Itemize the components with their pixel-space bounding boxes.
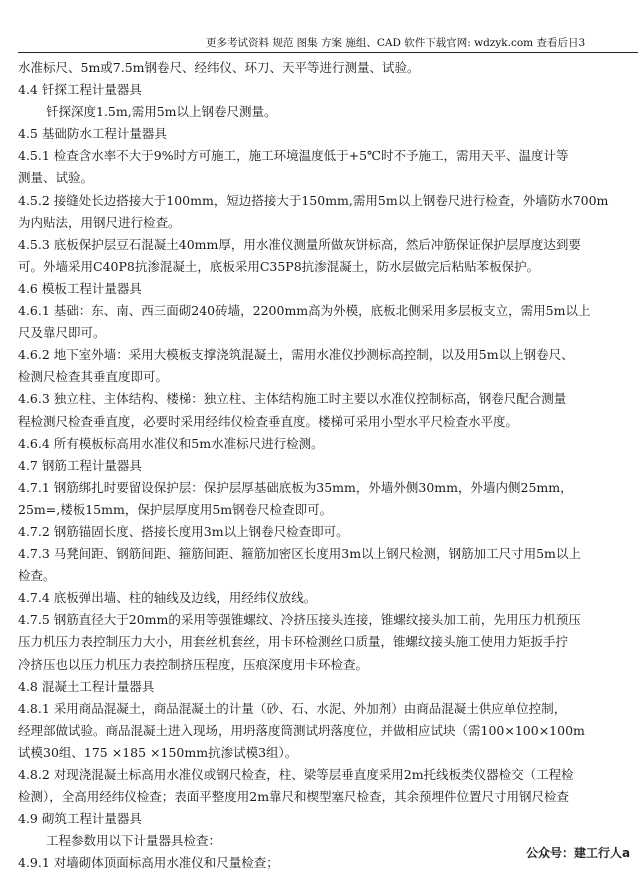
text-line: 4.7.3 马凳间距、钢筋间距、箍筋间距、箍筋加密区长度用3m以上钢尺检测，钢筋加工尺寸用5m以上 bbox=[18, 546, 581, 562]
text-line: 4.7 钢筋工程计量器具 bbox=[18, 457, 142, 473]
text-line: 4.8.1 采用商品混凝土，商品混凝土的计量（砂、石、水泥、外加剂）由商品混凝土供应单位控制， bbox=[18, 700, 567, 716]
text-line: 试模30组、175 ×185 ×150mm抗渗试模3组）。 bbox=[18, 744, 298, 760]
text-line: 4.5.2 接缝处长边搭接大于100mm，短边搭接大于150mm,需用5m以上钢卷尺进行检查，外墙防水700m bbox=[18, 192, 609, 208]
text-line: 4.8.2 对现浇混凝土标高用水准仪或钢尺检查，柱、梁等层垂直度采用2m托线板类仪器检交（工程检 bbox=[18, 767, 574, 782]
text-line: 程检测尺检查垂直度，必要时采用经纬仪检查垂直度。楼梯可采用小型水平尺检查水平度。 bbox=[18, 413, 519, 429]
text-line: 4.6.2 地下室外墙：采用大模板支撑浇筑混凝土，需用水准仪抄测标高控制，以及用5m以上钢卷尺、 bbox=[18, 347, 574, 363]
text-line: 4.8 混凝土工程计量器具 bbox=[18, 678, 155, 694]
text-line: 4.5 基础防水工程计量器具 bbox=[18, 126, 167, 142]
text-line: 4.7.2 钢筋锚固长度、搭接长度用3m以上钢卷尺检查即可。 bbox=[18, 523, 349, 539]
text-line: 25m=,楼板15mm，保护层厚度用5m钢卷尺检查即可。 bbox=[18, 501, 333, 517]
text-line: 4.7.4 底板弹出墙、柱的轴线及边线，用经纬仪放线。 bbox=[18, 590, 317, 606]
watermark-text: 公众号：建工行人a bbox=[526, 846, 631, 860]
page-header: 更多考试资料 规范 图集 方案 施组、CAD 软件下载官网: wdzyk.com 查看后日3 bbox=[206, 37, 586, 49]
text-line: 冷挤压也以压力机压力表控制挤压程度，压痕深度用卡环检查。 bbox=[18, 656, 369, 672]
text-line: 4.6.3 独立柱、主体结构、楼梯：独立柱、主体结构施工时主要以水准仪控制标高，钢卷尺配合测量 bbox=[18, 391, 567, 407]
header-rule bbox=[18, 52, 638, 53]
text-line: 测量、试验。 bbox=[18, 170, 94, 186]
text-line: 4.9 砌筑工程计量器具 bbox=[18, 811, 142, 827]
text-line: 可。外墙采用C40P8抗渗混凝土，底板采用C35P8抗渗混凝土，防水层做完后粘贴苯板保护。 bbox=[18, 258, 540, 274]
text-line: 4.6.4 所有模板标高用水准仪和5m水准标尺进行检测。 bbox=[18, 435, 324, 451]
text-line: 为内贴法，用钢尺进行检查。 bbox=[18, 214, 181, 230]
text-line: 压力机压力表控制压力大小，用套丝机套丝，用卡环检测丝口质量，锥螺纹接头施工使用力矩扳手拧 bbox=[18, 634, 569, 650]
text-line: 4.5.1 检查含水率不大于9%时方可施工，施工环境温度低于+5℃时不予施工，需用天平、温度计等 bbox=[18, 148, 569, 164]
text-line: 检测尺检查其垂直度即可。 bbox=[18, 369, 169, 385]
text-line: 检测），全高用经纬仪检查；表面平整度用2m靠尺和楔型塞尺检查，其余预埋件位置尺寸用钢尺检查 bbox=[18, 789, 570, 805]
text-line: 4.7.1 钢筋绑扎时要留设保护层：保护层厚基础底板为35mm，外墙外侧30mm，外墙内侧25mm， bbox=[18, 479, 573, 495]
text-line: 4.7.5 钢筋直径大于20mm的采用等强锥螺纹、冷挤压接头连接，锥螺纹接头加工前，先用压力机预压 bbox=[18, 612, 581, 628]
text-line: 4.5.3 底板保护层豆石混凝土40mm厚，用水准仪测量所做灰饼标高，然后冲筋保证保护层厚度达到要 bbox=[18, 236, 581, 252]
text-line: 4.4 钎探工程计量器具 bbox=[18, 82, 142, 98]
text-line: 钎探深度1.5m,需用5m以上钢卷尺测量。 bbox=[46, 104, 277, 120]
text-line: 检查。 bbox=[18, 568, 56, 584]
text-line: 工程参数用以下计量器具检查： bbox=[46, 833, 222, 849]
text-line: 4.6.1 基础：东、南、西三面砌240砖墙，2200mm高为外模，底板北侧采用多层板支立，需用5m以上 bbox=[18, 303, 591, 319]
text-line: 4.9.1 对墙砌体顶面标高用水准仪和尺量检查； bbox=[18, 855, 279, 871]
document-body bbox=[18, 57, 638, 874]
text-line: 尺及靠尺即可。 bbox=[18, 325, 106, 341]
text-line: 水准标尺、5m或7.5m钢卷尺、经纬仪、环刀、天平等进行测量、试验。 bbox=[18, 60, 420, 75]
text-line: 经理部做试验。商品混凝土进入现场，用坍落度筒测试坍落度位，并做相应试块（需100×100×100m bbox=[18, 722, 585, 738]
text-line: 4.6 模板工程计量器具 bbox=[18, 280, 142, 296]
